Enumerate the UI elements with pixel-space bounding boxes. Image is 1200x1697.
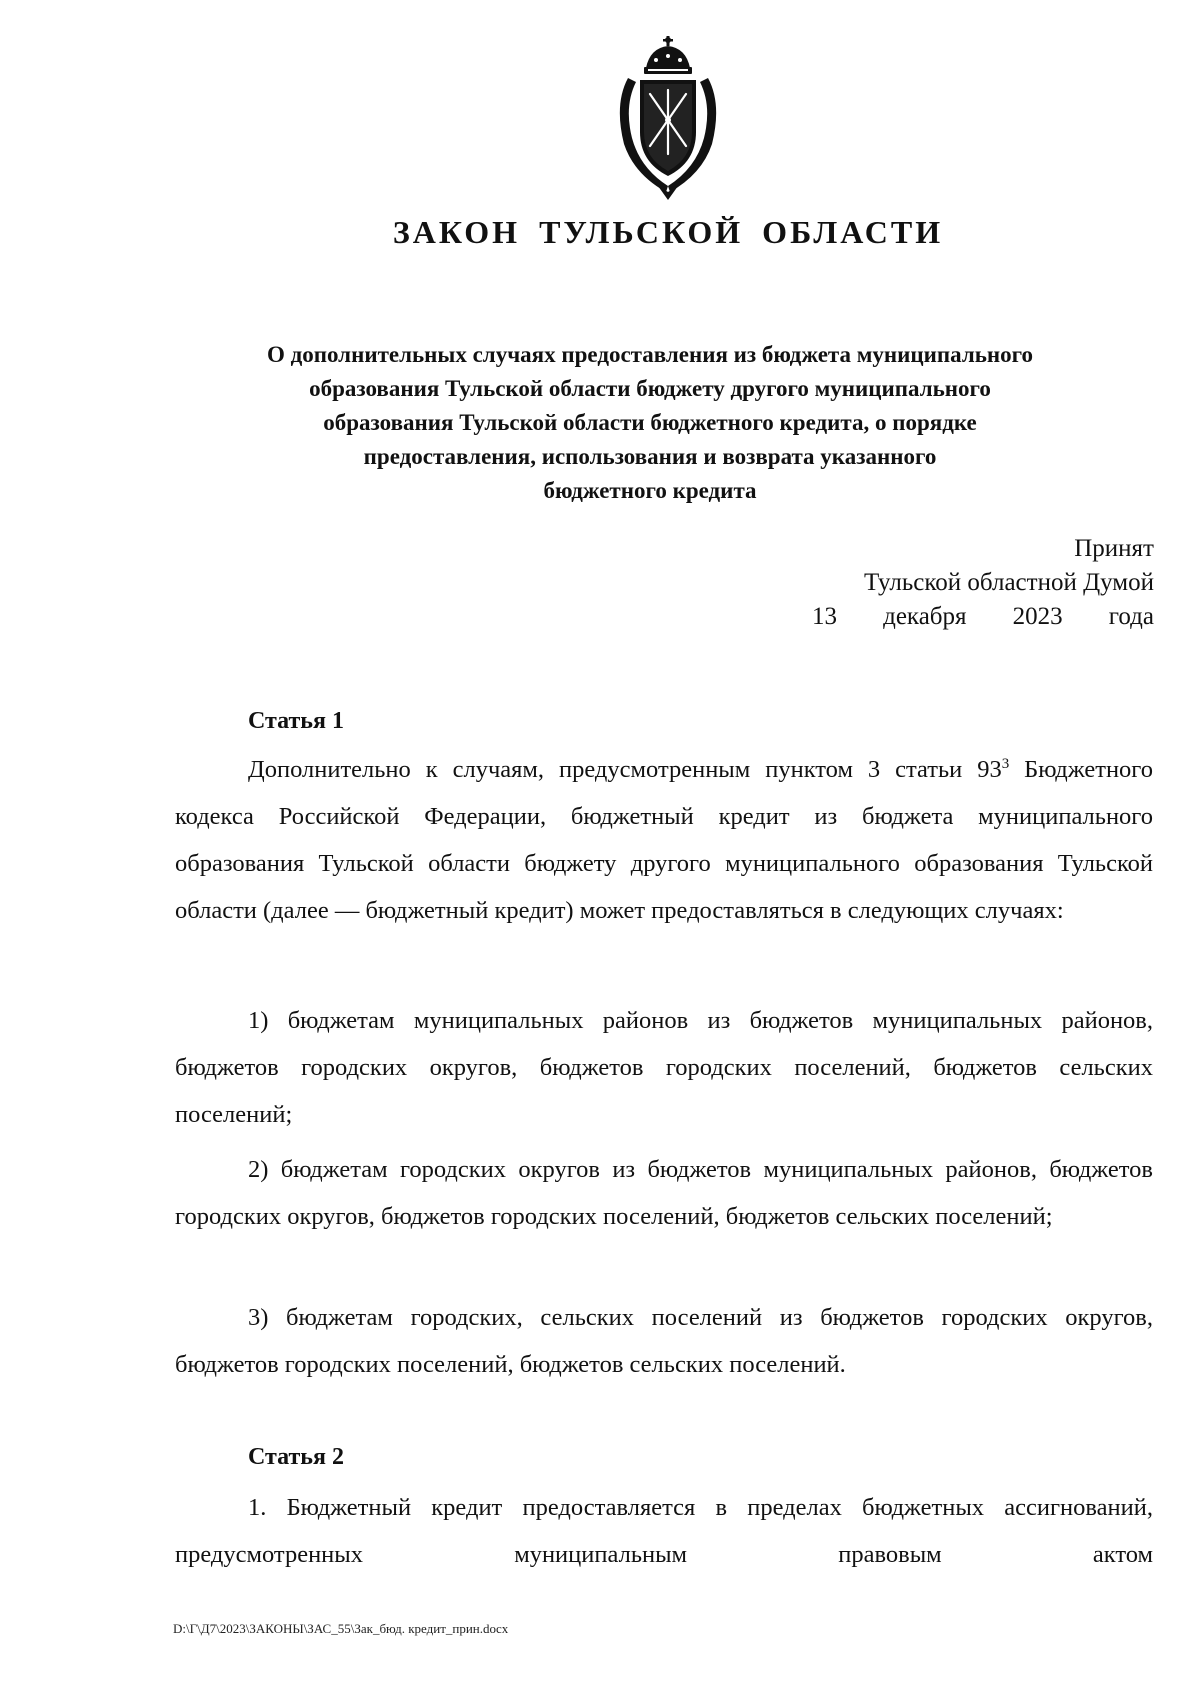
adopted-day: 13 bbox=[812, 603, 837, 630]
subject-line: бюджетного кредита bbox=[543, 478, 757, 503]
intro-text: Дополнительно к случаям, предусмотренным пунктом 3 статьи 93 bbox=[248, 756, 1002, 783]
adopted-date bbox=[812, 600, 1154, 634]
law-subject bbox=[170, 338, 1130, 508]
subject-line: предоставления, использования и возврата указанного bbox=[363, 444, 937, 469]
article-2-para-1: 1. Бюджетный кредит предоставляется в пределах бюджетных ассигнований, предусмотренных муниципальным правовым актом bbox=[175, 1494, 1153, 1568]
article-1-intro bbox=[175, 746, 1153, 934]
adoption-block bbox=[812, 532, 1154, 634]
article-1-item-3: 3) бюджетам городских, сельских поселений из бюджетов городских округов, бюджетов городских поселений, бюджетов сельских поселений. bbox=[175, 1304, 1153, 1378]
article-1-item-2: 2) бюджетам городских округов из бюджетов муниципальных районов, бюджетов городских округов, бюджетов городских поселений, бюджетов сельских поселений; bbox=[175, 1156, 1153, 1230]
subject-line: образования Тульской области бюджетного кредита, о порядке bbox=[323, 410, 977, 435]
adopted-suffix: года bbox=[1108, 603, 1154, 630]
subject-line: образования Тульской области бюджету другого муниципального bbox=[309, 376, 991, 401]
adopted-label: Принят bbox=[1074, 535, 1154, 562]
adopted-year: 2023 bbox=[1012, 603, 1063, 630]
intro-superscript: 3 bbox=[1001, 755, 1010, 772]
coat-of-arms-icon bbox=[606, 34, 730, 200]
adopted-body: Тульской областной Думой bbox=[863, 569, 1154, 596]
article-1-heading: Статья 1 bbox=[248, 708, 344, 734]
article-2-heading: Статья 2 bbox=[248, 1444, 344, 1470]
law-title: ЗАКОН ТУЛЬСКОЙ ОБЛАСТИ bbox=[392, 214, 944, 250]
subject-line: О дополнительных случаях предоставления из бюджета муниципального bbox=[266, 342, 1034, 367]
file-path-footer: D:\Г\Д7\2023\ЗАКОНЫ\ЗАС_55\Зак_бюд. кредит_прин.docx bbox=[173, 1621, 509, 1636]
article-1-item-1: 1) бюджетам муниципальных районов из бюджетов муниципальных районов, бюджетов городских округов, бюджетов городских поселений, бюджетов сельских поселений; bbox=[175, 1007, 1153, 1128]
adopted-month: декабря bbox=[883, 603, 967, 630]
intro-text-continued: Бюджетного кодекса Российской Федерации, бюджетный кредит из бюджета муниципального образования Тульской области бюджету другого муниципального образования Тульской области (далее — бюджетный кредит) может предоставляться в следующих случаях: bbox=[175, 756, 1153, 924]
